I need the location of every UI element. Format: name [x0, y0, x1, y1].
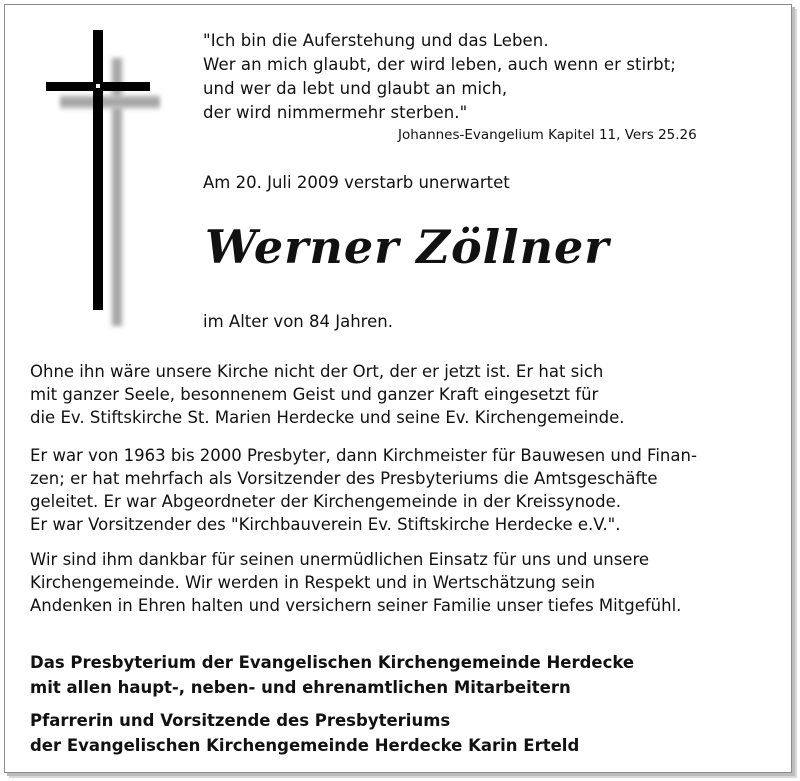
signature-line: Das Presbyterium der Evangelischen Kirchengemeinde Herdecke [30, 653, 635, 672]
tribute-paragraph [30, 360, 625, 429]
gratitude-paragraph [30, 548, 681, 617]
paragraph-line: mit ganzer Seele, besonnenem Geist und ganzer Kraft eingesetzt für [30, 385, 599, 404]
paragraph-line: Andenken in Ehren halten und versichern seiner Familie unser tiefes Mitgefühl. [30, 596, 682, 615]
cross-center-mark [96, 84, 100, 88]
paragraph-line: Er war von 1963 bis 2000 Presbyter, dann Kirchmeister für Bauwesen und Finan- [30, 446, 697, 465]
paragraph-line: geleitet. Er war Abgeordneter der Kirchengemeinde in der Kreissynode. [30, 492, 621, 511]
quote-reference: Johannes-Evangelium Kapitel 11, Vers 25.26 [398, 127, 697, 143]
deceased-name: Werner Zöllner [205, 220, 610, 274]
quote-line: und wer da lebt und glaubt an mich, [203, 79, 508, 98]
deceased-age: im Alter von 84 Jahren. [203, 312, 393, 331]
quote-line: "Ich bin die Auferstehung und das Leben. [203, 31, 549, 50]
signature-pastor [30, 708, 579, 758]
paragraph-line: Wir sind ihm dankbar für seinen unermüdlichen Einsatz für uns und unsere [30, 550, 650, 569]
bible-quote [203, 29, 676, 125]
career-paragraph [30, 444, 697, 536]
cross-shadow-horizontal [60, 95, 160, 109]
signature-line: der Evangelischen Kirchengemeinde Herdecke Karin Erteld [30, 736, 580, 755]
paragraph-line: Ohne ihn wäre unsere Kirche nicht der Ort, der er jetzt ist. Er hat sich [30, 362, 604, 381]
paragraph-line: zen; er hat mehrfach als Vorsitzender des Presbyteriums die Amtsgeschäfte [30, 469, 658, 488]
cross-vertical-beam [93, 30, 103, 310]
signature-line: Pfarrerin und Vorsitzende des Presbyteriums [30, 711, 451, 730]
death-announcement: Am 20. Juli 2009 verstarb unerwartet [203, 173, 510, 192]
paragraph-line: die Ev. Stiftskirche St. Marien Herdecke und seine Ev. Kirchengemeinde. [30, 408, 625, 427]
signature-presbytery [30, 650, 634, 700]
signature-line: mit allen haupt-, neben- und ehrenamtlichen Mitarbeitern [30, 678, 571, 697]
quote-line: Wer an mich glaubt, der wird leben, auch wenn er stirbt; [203, 55, 676, 74]
paragraph-line: Er war Vorsitzender des "Kirchbauverein Ev. Stiftskirche Herdecke e.V.". [30, 515, 621, 534]
paragraph-line: Kirchengemeinde. Wir werden in Respekt und in Wertschätzung sein [30, 573, 596, 592]
quote-line: der wird nimmermehr sterben." [203, 103, 468, 122]
